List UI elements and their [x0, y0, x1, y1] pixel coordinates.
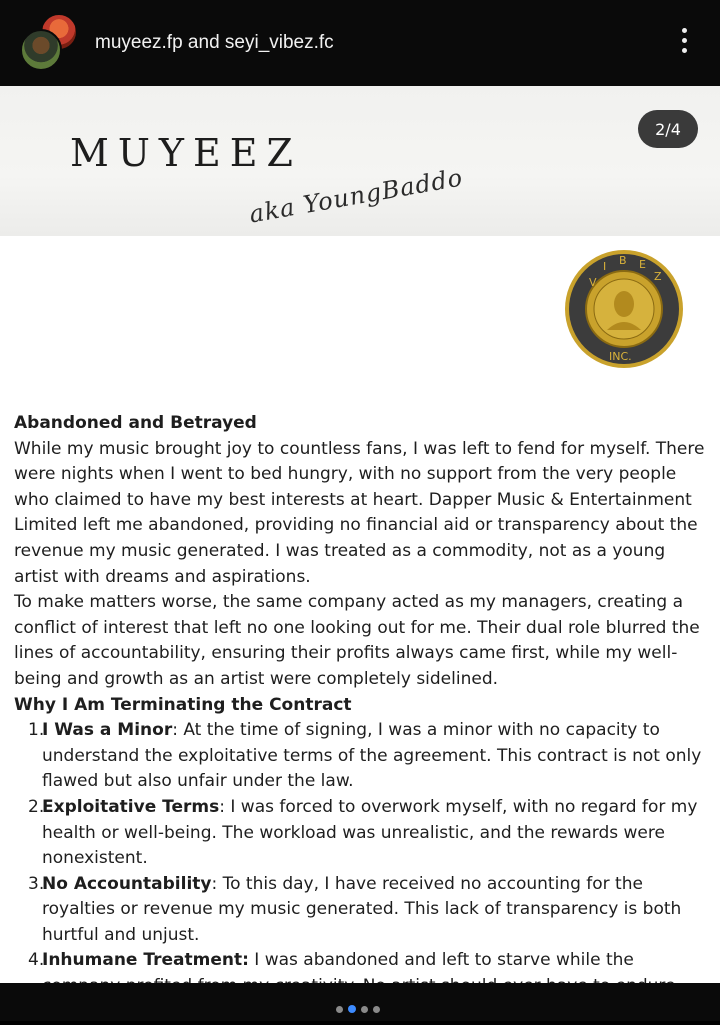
- slide-header-band: [0, 86, 720, 236]
- list-item-title: I Was a Minor: [42, 720, 173, 741]
- list-item-title: Inhumane Treatment:: [42, 950, 249, 971]
- list-item-text: I was abandoned and left to starve while the: [254, 950, 634, 971]
- list-item: [14, 872, 714, 949]
- story-footer: [0, 983, 720, 1021]
- paragraph: To make matters worse, the same company acted as my managers, creating a conflict of interest that left no one looking out for me. Their dual role blurred the lines of accountability, ensuring their profits always came first, while my well-being and growth as an artist were completely sidelined.: [14, 592, 700, 689]
- termination-reasons-list: [14, 718, 714, 1025]
- section-heading: Why I Am Terminating the Contract: [14, 694, 352, 715]
- list-item-text: : I was forced to overwork myself, with no regard for my health or well-being. The workload was unrealistic, and the rewards were nonexistent.: [42, 796, 698, 869]
- list-item-text: : At the time of signing, I was a minor with no capacity to understand the exploitative terms of the agreement. This contract is not only flawed but also unfair under the law.: [42, 720, 702, 792]
- list-item: [14, 718, 714, 795]
- list-item: [14, 795, 714, 872]
- pagination-dot[interactable]: [361, 1006, 368, 1013]
- pagination-dot-active[interactable]: [348, 1005, 356, 1013]
- list-number: 2.: [28, 796, 45, 817]
- svg-text:INC.: INC.: [609, 350, 632, 363]
- list-item-text: : To this day, I have received no accounting for the royalties or revenue my music generated. This lack of transparency is both hurtful and unjust.: [42, 873, 682, 945]
- story-slide: [0, 86, 720, 983]
- pagination-dots: [336, 1005, 380, 1013]
- brand-title: MUYEEZ: [70, 131, 302, 175]
- vibez-inc-logo: [563, 248, 685, 370]
- list-item-title: Exploitative Terms: [42, 796, 220, 817]
- section-heading: Abandoned and Betrayed: [14, 413, 257, 433]
- article-body: [14, 411, 714, 1025]
- pagination-dot[interactable]: [373, 1006, 380, 1013]
- signature: aka YoungBaddo: [247, 163, 466, 229]
- avatar[interactable]: [20, 29, 62, 71]
- svg-text:I: I: [603, 260, 607, 273]
- svg-text:Z: Z: [654, 270, 662, 283]
- list-number: 1.: [28, 720, 45, 741]
- svg-text:V: V: [589, 276, 597, 289]
- more-vertical-icon[interactable]: [676, 28, 692, 60]
- pagination-dot[interactable]: [336, 1006, 343, 1013]
- usernames[interactable]: muyeez.fp and seyi_vibez.fc: [95, 32, 334, 53]
- avatars[interactable]: [20, 13, 82, 75]
- list-item-title: No Accountability: [42, 873, 212, 894]
- svg-text:E: E: [639, 258, 646, 271]
- story-header: [0, 0, 720, 86]
- paragraph: While my music brought joy to countless fans, I was left to fend for myself. There were nights when I went to bed hungry, with no support from the very people who claimed to have my best interests at heart. Dapper Music & Entertainment Limited left me abandoned, providing no financial aid or transparency about the revenue my music generated. I was treated as a commodity, not as a young artist with dreams and aspirations.: [14, 438, 705, 587]
- slide-counter: 2/4: [638, 110, 698, 148]
- list-number: 4.: [28, 950, 45, 971]
- svg-text:B: B: [619, 254, 627, 267]
- list-number: 3.: [28, 873, 45, 894]
